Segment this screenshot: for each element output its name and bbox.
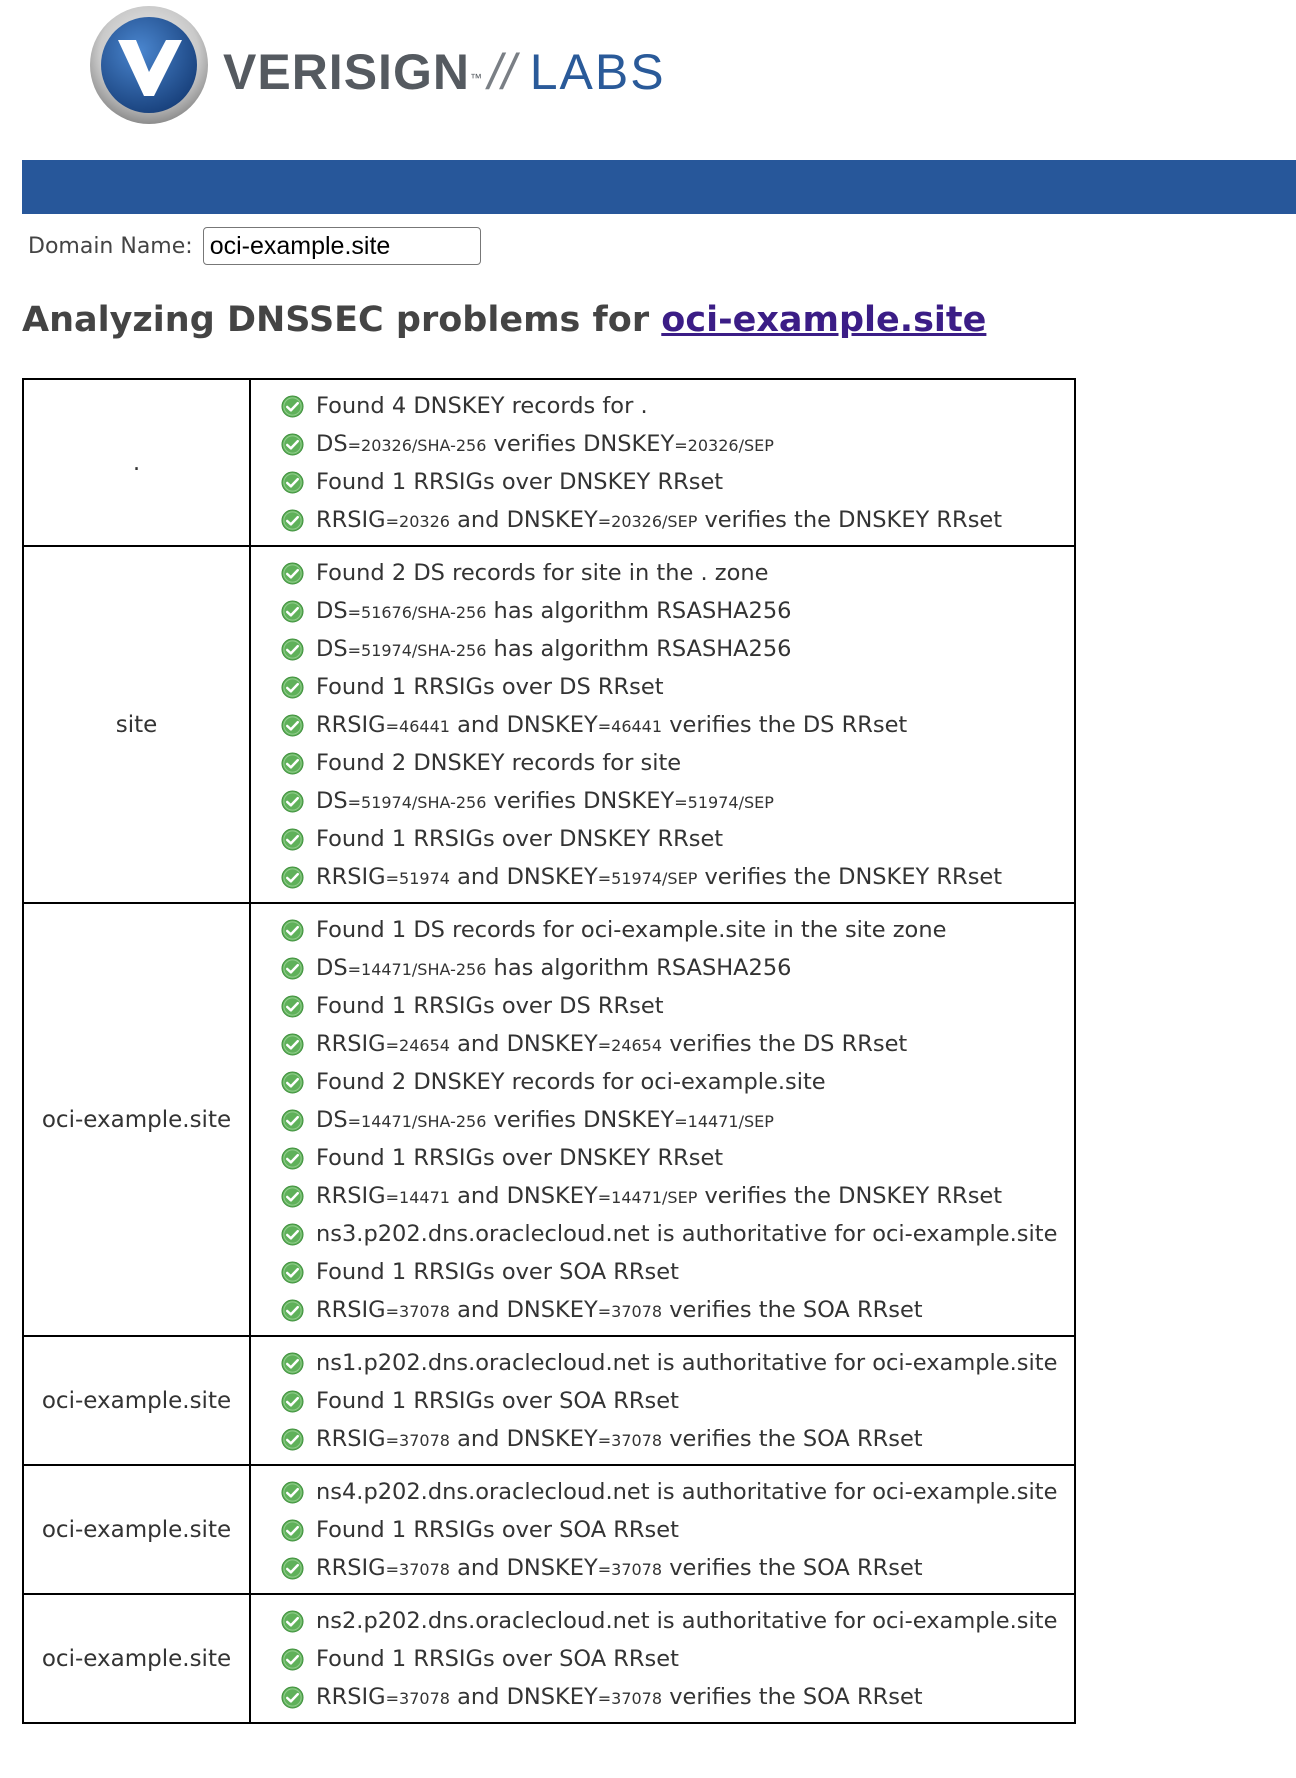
check-item [251,630,1074,668]
green-check-circle-icon [281,676,304,699]
check-item-text: RRSIG=37078 and DNSKEY=37078 verifies the SOA RRset [316,1426,923,1452]
check-item-text: Found 1 RRSIGs over DS RRset [316,993,664,1019]
check-item-text: Found 4 DNSKEY records for . [316,393,648,419]
check-item [251,554,1074,592]
check-item-text: Found 1 RRSIGs over DNSKEY RRset [316,826,724,852]
check-item-text: Found 1 RRSIGs over SOA RRset [316,1517,679,1543]
check-item-text: RRSIG=51974 and DNSKEY=51974/SEP verifies the DNSKEY RRset [316,864,1003,890]
zone-name-cell: oci-example.site [23,1465,250,1594]
check-item-text: Found 2 DNSKEY records for site [316,750,682,776]
check-item [251,387,1074,425]
result-row [23,1465,1075,1594]
check-item [251,1139,1074,1177]
check-item [251,987,1074,1025]
zone-name-cell: oci-example.site [23,1336,250,1465]
check-item [251,1602,1074,1640]
verisign-labs-logo[interactable] [88,4,688,124]
green-check-circle-icon [281,1299,304,1322]
check-item [251,1344,1074,1382]
domain-form [28,224,481,268]
result-row [23,379,1075,546]
check-item-text: DS=14471/SHA-256 has algorithm RSASHA256 [316,955,792,981]
check-item-text: Found 1 RRSIGs over SOA RRset [316,1259,679,1285]
check-item-text: ns1.p202.dns.oraclecloud.net is authoritative for oci-example.site [316,1350,1058,1376]
check-item-text: Found 1 RRSIGs over DNSKEY RRset [316,1145,724,1171]
green-check-circle-icon [281,790,304,813]
check-item [251,1101,1074,1139]
brand-suffix: LABS [529,44,666,100]
green-check-circle-icon [281,638,304,661]
check-item [251,1291,1074,1329]
dnssec-results-table [22,378,1076,1724]
green-check-circle-icon [281,1223,304,1246]
check-list-cell [250,1594,1075,1723]
check-item [251,425,1074,463]
check-item [251,1420,1074,1458]
check-item-text: DS=51676/SHA-256 has algorithm RSASHA256 [316,598,792,624]
zone-name-cell: oci-example.site [23,903,250,1336]
check-item-text: RRSIG=24654 and DNSKEY=24654 verifies the DS RRset [316,1031,908,1057]
check-item-text: RRSIG=37078 and DNSKEY=37078 verifies the SOA RRset [316,1684,923,1710]
check-item-text: Found 1 DS records for oci-example.site in the site zone [316,917,947,943]
check-item [251,1549,1074,1587]
check-item [251,1640,1074,1678]
green-check-circle-icon [281,1686,304,1709]
brand-separator: // [487,44,516,100]
check-item [251,592,1074,630]
check-item [251,1678,1074,1716]
check-list-cell [250,379,1075,546]
green-check-circle-icon [281,1071,304,1094]
green-check-circle-icon [281,752,304,775]
check-item [251,1382,1074,1420]
check-item-text: DS=14471/SHA-256 verifies DNSKEY=14471/SEP [316,1107,774,1133]
green-check-circle-icon [281,957,304,980]
page-title [22,300,986,340]
green-check-circle-icon [281,1557,304,1580]
result-row [23,546,1075,903]
check-item-text: DS=51974/SHA-256 verifies DNSKEY=51974/SEP [316,788,774,814]
green-check-circle-icon [281,1033,304,1056]
check-item-text: Found 2 DNSKEY records for oci-example.site [316,1069,826,1095]
check-item [251,1025,1074,1063]
check-item [251,668,1074,706]
check-item [251,501,1074,539]
green-check-circle-icon [281,1428,304,1451]
green-check-circle-icon [281,714,304,737]
green-check-circle-icon [281,1390,304,1413]
green-check-circle-icon [281,919,304,942]
green-check-circle-icon [281,433,304,456]
check-item-text: Found 2 DS records for site in the . zone [316,560,769,586]
logo-wordmark [223,42,666,102]
check-item [251,782,1074,820]
check-item-text: RRSIG=37078 and DNSKEY=37078 verifies the SOA RRset [316,1297,923,1323]
green-check-circle-icon [281,866,304,889]
check-item-text: ns4.p202.dns.oraclecloud.net is authoritative for oci-example.site [316,1479,1058,1505]
green-check-circle-icon [281,1352,304,1375]
check-item [251,1253,1074,1291]
check-item-text: Found 1 RRSIGs over DNSKEY RRset [316,469,724,495]
zone-name-cell: . [23,379,250,546]
check-item-text: Found 1 RRSIGs over SOA RRset [316,1388,679,1414]
green-check-circle-icon [281,509,304,532]
check-item-text: RRSIG=14471 and DNSKEY=14471/SEP verifies the DNSKEY RRset [316,1183,1003,1209]
check-item [251,1511,1074,1549]
check-item [251,1473,1074,1511]
check-item-text: Found 1 RRSIGs over DS RRset [316,674,664,700]
result-row [23,1336,1075,1465]
trademark-mark: ™ [469,71,482,85]
green-check-circle-icon [281,1481,304,1504]
green-check-circle-icon [281,1648,304,1671]
green-check-circle-icon [281,395,304,418]
domain-name-input[interactable] [203,227,481,265]
check-item-text: DS=51974/SHA-256 has algorithm RSASHA256 [316,636,792,662]
check-item-text: RRSIG=46441 and DNSKEY=46441 verifies the DS RRset [316,712,908,738]
check-item-text: ns3.p202.dns.oraclecloud.net is authoritative for oci-example.site [316,1221,1058,1247]
zone-name-cell: site [23,546,250,903]
check-item [251,1215,1074,1253]
check-item-text: RRSIG=37078 and DNSKEY=37078 verifies the SOA RRset [316,1555,923,1581]
result-row [23,903,1075,1336]
check-item [251,1177,1074,1215]
check-item [251,1063,1074,1101]
green-check-circle-icon [281,828,304,851]
green-check-circle-icon [281,600,304,623]
results-body [23,379,1075,1723]
zone-name-cell: oci-example.site [23,1594,250,1723]
check-list-cell [250,546,1075,903]
check-item [251,744,1074,782]
green-check-circle-icon [281,1185,304,1208]
green-check-circle-icon [281,1261,304,1284]
green-check-circle-icon [281,1519,304,1542]
header-bar [22,160,1296,214]
check-item-text: RRSIG=20326 and DNSKEY=20326/SEP verifies the DNSKEY RRset [316,507,1003,533]
green-check-circle-icon [281,995,304,1018]
check-item [251,463,1074,501]
check-item [251,911,1074,949]
verisign-v-emblem-icon [88,4,210,126]
check-item-text: ns2.p202.dns.oraclecloud.net is authoritative for oci-example.site [316,1608,1058,1634]
green-check-circle-icon [281,562,304,585]
green-check-circle-icon [281,1147,304,1170]
domain-name-label: Domain Name: [28,233,193,259]
green-check-circle-icon [281,1610,304,1633]
check-list-cell [250,1465,1075,1594]
green-check-circle-icon [281,1109,304,1132]
check-list-cell [250,1336,1075,1465]
check-item [251,820,1074,858]
check-item [251,858,1074,896]
check-item-text: DS=20326/SHA-256 verifies DNSKEY=20326/SEP [316,431,774,457]
check-item [251,706,1074,744]
green-check-circle-icon [281,471,304,494]
analyzed-domain-link[interactable]: oci-example.site [661,300,987,340]
check-item-text: Found 1 RRSIGs over SOA RRset [316,1646,679,1672]
page-title-prefix: Analyzing DNSSEC problems for [22,300,662,340]
result-row [23,1594,1075,1723]
check-item [251,949,1074,987]
brand-name: VERISIGN [223,44,470,100]
check-list-cell [250,903,1075,1336]
